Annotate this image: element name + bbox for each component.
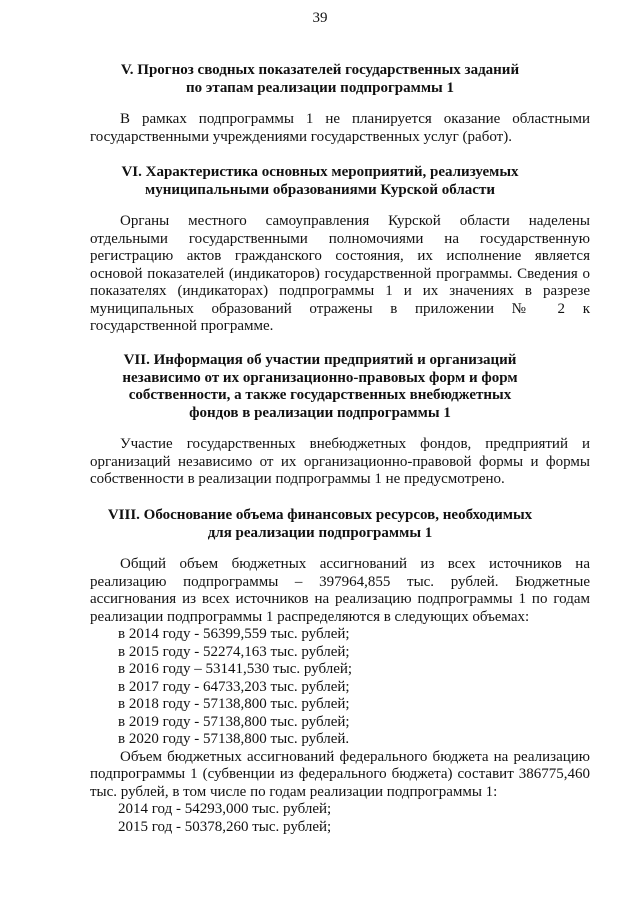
text-line: организаций независимо от их организационно-правовой формы и формы — [90, 453, 590, 470]
year-federal-line: 2014 год - 54293,000 тыс. рублей; — [118, 801, 332, 817]
page-number: 39 — [312, 10, 328, 26]
section-8-heading — [60, 507, 580, 542]
year-total-line: в 2019 году - 57138,800 тыс. рублей; — [118, 713, 350, 730]
text-line: подпрограммы 1 (субвенции из федерального бюджета) составит 386775,460 — [90, 766, 590, 782]
text-line: показателях (индикаторах) подпрограммы 1 и их значениях в разрезе — [90, 283, 590, 299]
text-line: реализации подпрограммы 1 распределяются в следующих объемах: — [90, 608, 530, 625]
heading-line: фондов в реализации подпрограммы 1 — [189, 404, 451, 421]
text-line: Объем бюджетных ассигнований федерального бюджета на реализацию — [120, 748, 590, 765]
text-line: собственности в реализации подпрограммы 1 не предусмотрено. — [90, 471, 505, 487]
year-total-line: в 2014 году - 56399,559 тыс. рублей; — [118, 626, 350, 642]
text-line: государственными учреждениями государственных услуг (работ). — [90, 128, 512, 145]
text-line: основой показателей (индикаторов) государственной программы. Сведения о — [90, 265, 590, 282]
text-line: государственной программе. — [90, 318, 274, 334]
text-line: Органы местного самоуправления Курской области наделены — [120, 213, 590, 229]
text-line: Участие государственных внебюджетных фондов, предприятий и — [120, 436, 590, 452]
heading-line: VII. Информация об участии предприятий и организаций — [123, 352, 517, 368]
heading-line: независимо от их организационно-правовых форм и форм — [122, 369, 518, 386]
section-7-text — [90, 436, 590, 489]
heading-line: для реализации подпрограммы 1 — [207, 524, 433, 541]
year-total-line: в 2016 году – 53141,530 тыс. рублей; — [118, 661, 353, 677]
text-line: отдельными государственными полномочиями на государственную — [90, 230, 590, 247]
heading-line: VIII. Обоснование объема финансовых ресурсов, необходимых — [107, 507, 533, 523]
year-federal-line: 2015 год - 50378,260 тыс. рублей; — [118, 818, 332, 835]
year-total-line: в 2015 году - 52274,163 тыс. рублей; — [118, 643, 350, 660]
heading-line: V. Прогноз сводных показателей государственных заданий — [120, 62, 520, 78]
section-5-heading — [60, 62, 580, 97]
section-6-text — [90, 213, 590, 336]
heading-line: по этапам реализации подпрограммы 1 — [185, 79, 455, 96]
year-total-line: в 2017 году - 64733,203 тыс. рублей; — [118, 678, 350, 695]
text-line: муниципальных образований отражены в приложении № 2 к — [90, 300, 590, 317]
section-5-text — [90, 111, 590, 146]
section-6-heading — [60, 164, 580, 199]
text-line: ассигнования из всех источников на реализацию подпрограммы 1 по годам — [90, 591, 590, 607]
heading-line: собственности, а также государственных внебюджетных — [128, 387, 512, 403]
heading-line: муниципальными образованиями Курской области — [145, 181, 495, 198]
section-7-heading — [60, 352, 580, 422]
year-total-line: в 2018 году - 57138,800 тыс. рублей; — [118, 696, 350, 712]
text-line: Общий объем бюджетных ассигнований из всех источников на — [120, 556, 590, 572]
text-line: реализацию подпрограммы – 397964,855 тыс. рублей. Бюджетные — [90, 573, 590, 590]
year-total-line: в 2020 году - 57138,800 тыс. рублей. — [118, 731, 350, 747]
text-line: регистрацию актов гражданского состояния, их исполнение является — [90, 248, 590, 264]
text-line: В рамках подпрограммы 1 не планируется оказание областными — [120, 111, 590, 127]
heading-line: VI. Характеристика основных мероприятий, реализуемых — [121, 164, 519, 180]
text-line: тыс. рублей, в том числе по годам реализации подпрограммы 1: — [90, 783, 498, 800]
section-8-text — [90, 556, 590, 836]
